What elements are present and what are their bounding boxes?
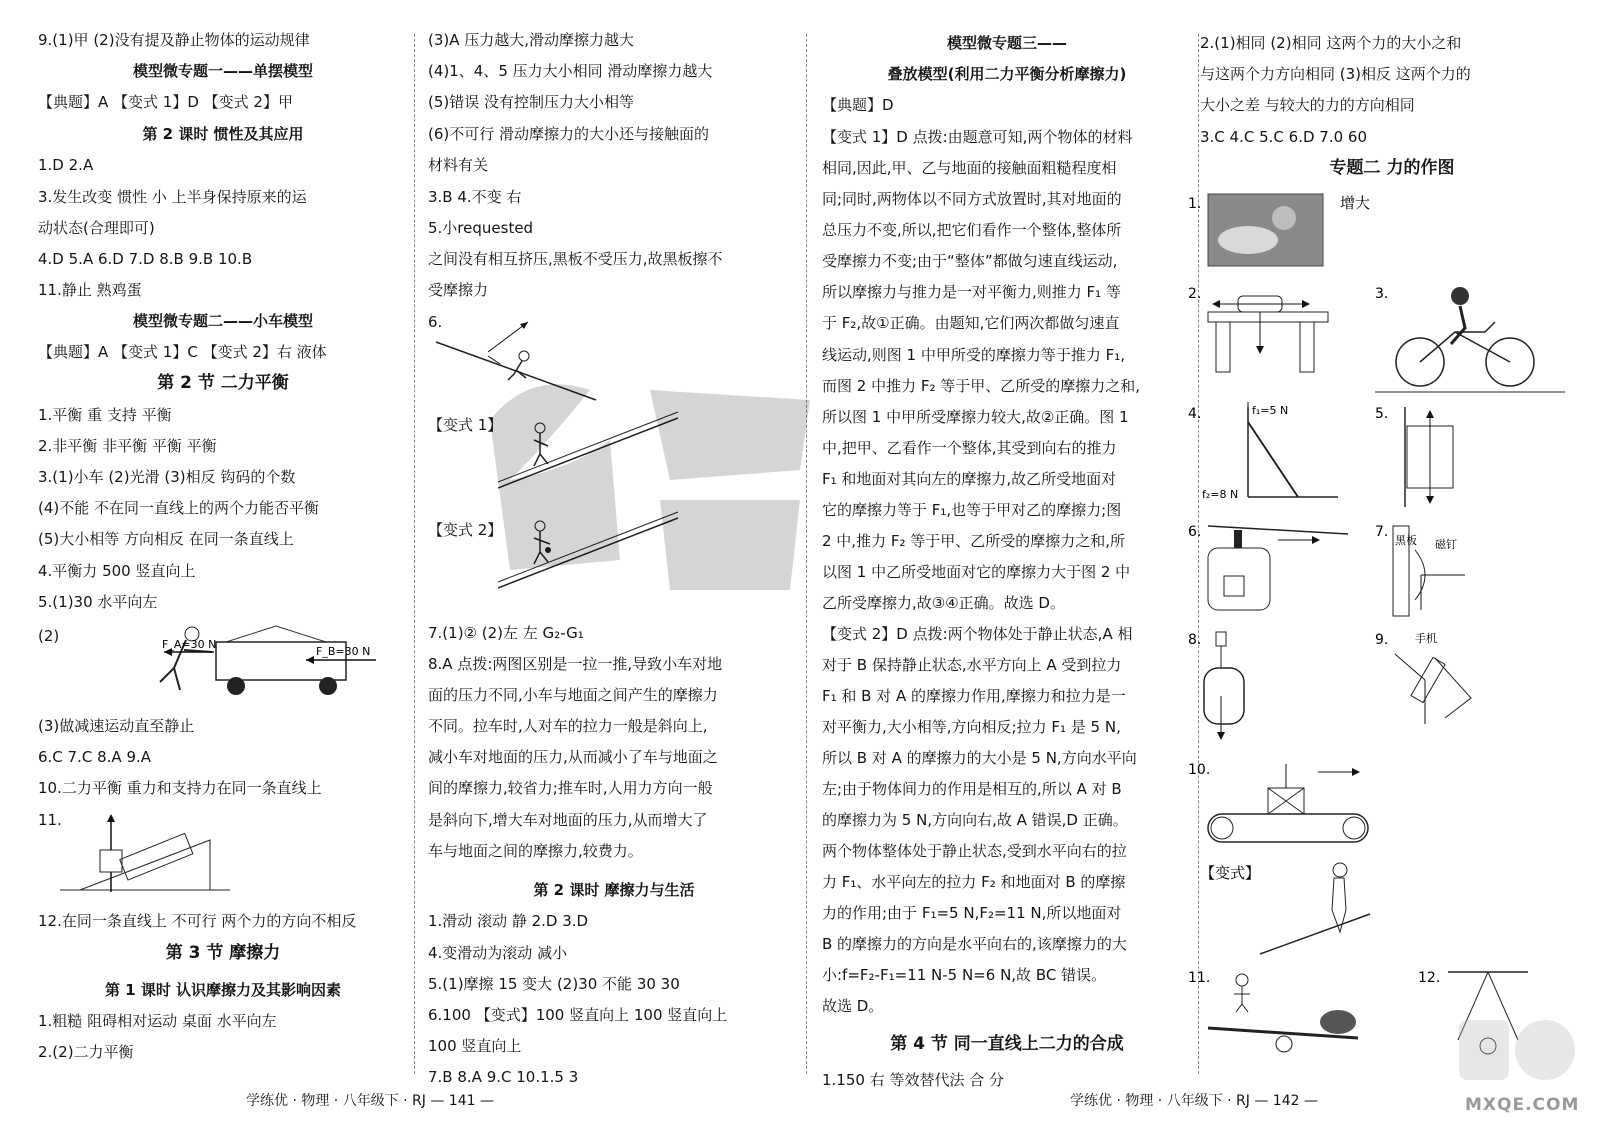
text-line: 6.C 7.C 8.A 9.A (38, 748, 152, 766)
text-line: 5.小requested (428, 219, 534, 237)
text-line: 【变式 1】 (428, 416, 503, 434)
svg-text:增大: 增大 (1340, 194, 1371, 212)
text-line: 材料有关 (428, 156, 489, 174)
svg-text:12.: 12. (1418, 970, 1441, 986)
text-line: 2.(2)二力平衡 (38, 1043, 134, 1061)
text-line: 同;同时,两物体以不同方式放置时,其对地面的 (822, 190, 1122, 208)
text-line: 1.滑动 滚动 静 2.D 3.D (428, 912, 589, 930)
text-line: 左;由于物体间力的作用是相互的,所以 A 对 B (822, 780, 1122, 798)
text-line: 3.(1)小车 (2)光滑 (3)相反 钩码的个数 (38, 468, 296, 486)
svg-text:4.: 4. (1188, 406, 1202, 422)
text-line: 总压力不变,所以,把它们看作一个整体,整体所 (822, 221, 1122, 239)
section-heading: 第 2 课时 惯性及其应用 (142, 125, 304, 143)
section-heading: 叠放模型(利用二力平衡分析摩擦力) (887, 65, 1127, 83)
text-line: 所以 B 对 A 的摩擦力的大小是 5 N,方向水平向 (822, 749, 1137, 767)
figure-5 (1375, 402, 1495, 512)
section-heading: 第 4 节 同一直线上二力的合成 (890, 1034, 1124, 1054)
text-line: 它的摩擦力等于 F₁,也等于甲对乙的摩擦力;图 (822, 501, 1122, 519)
text-line: 车与地面之间的摩擦力,较费力。 (428, 842, 643, 860)
svg-text:1.: 1. (1188, 196, 1202, 212)
column-divider (414, 34, 415, 1074)
text-line: (3)做减速运动直至静止 (38, 717, 195, 735)
section-heading: 模型微专题一——单摆模型 (132, 62, 313, 80)
incline-force-figure (60, 810, 230, 900)
footer-right: 学练优 · 物理 · 八年级下 · RJ — 142 — (1070, 1093, 1318, 1109)
text-line: 100 竖直向上 (428, 1037, 522, 1055)
text-line: 1.D 2.A (38, 156, 94, 174)
text-line: 不同。拉车时,人对车的拉力一般是斜向上, (428, 717, 708, 735)
text-line: 3.发生改变 惯性 小 上半身保持原来的运 (38, 188, 307, 206)
figure-7 (1375, 520, 1495, 630)
text-line: 6. (428, 313, 443, 331)
text-line: 小:f=F₂-F₁=11 N-5 N=6 N,故 BC 错误。 (822, 966, 1107, 984)
svg-text:手机: 手机 (1415, 632, 1437, 645)
svg-text:F_A=30 N: F_A=30 N (162, 638, 217, 651)
text-line: 面的压力不同,小车与地面之间产生的摩擦力 (428, 686, 718, 704)
text-line: 力的作用;由于 F₁=5 N,F₂=11 N,所以地面对 (822, 904, 1122, 922)
text-line: 于 F₂,故①正确。由题知,它们两次都做匀速直 (822, 314, 1120, 332)
text-line: 而图 2 中推力 F₂ 等于甲、乙所受的摩擦力之和, (822, 377, 1141, 395)
text-line: 【典题】D (822, 96, 894, 114)
text-line: 9.(1)甲 (2)没有提及静止物体的运动规律 (38, 31, 310, 49)
svg-text:黑板: 黑板 (1395, 534, 1417, 547)
watermark-text: MXQE.COM (1465, 1095, 1580, 1115)
text-line: 12.在同一条直线上 不可行 两个力的方向不相反 (38, 912, 357, 930)
text-line: 【典题】A 【变式 1】D 【变式 2】甲 (38, 93, 293, 111)
text-line: 是斜向下,增大车对地面的压力,从而增大了 (428, 811, 708, 829)
text-line: (2) (38, 627, 60, 645)
text-line: 5.(1)摩擦 15 变大 (2)30 不能 30 30 (428, 975, 680, 993)
svg-text:10.: 10. (1188, 762, 1211, 778)
text-line: 8.A 点拨:两图区别是一拉一推,导致小车对地 (428, 655, 723, 673)
svg-text:f₂=8 N: f₂=8 N (1202, 488, 1239, 501)
text-line: 减小车对地面的压力,从而减小了车与地面之 (428, 748, 718, 766)
figure-2 (1188, 282, 1348, 382)
text-line: 所以图 1 中甲所受摩擦力较大,故②正确。图 1 (822, 408, 1129, 426)
text-line: 【变式 1】D 点拨:由题意可知,两个物体的材料 (822, 128, 1133, 146)
text-line: 间的摩擦力,较省力;推车时,人用力方向一般 (428, 779, 713, 797)
text-line: 以图 1 中乙所受地面对它的摩擦力大于图 2 中 (822, 563, 1131, 581)
svg-text:【变式】: 【变式】 (1200, 864, 1261, 882)
text-line: 乙所受摩擦力,故③④正确。故选 D。 (822, 594, 1065, 612)
text-line: (4)1、4、5 压力大小相同 滑动摩擦力越大 (428, 62, 713, 80)
text-line: 所以摩擦力与推力是一对平衡力,则推力 F₁ 等 (822, 283, 1121, 301)
text-line: 【典题】A 【变式 1】C 【变式 2】右 液体 (38, 343, 327, 361)
figure-8 (1188, 628, 1328, 753)
svg-text:F_B=30 N: F_B=30 N (316, 645, 371, 658)
svg-text:5.: 5. (1375, 406, 1389, 422)
text-line: 受摩擦力不变;由于“整体”都做匀速直线运动, (822, 252, 1118, 270)
text-line: 1.150 右 等效替代法 合 分 (822, 1071, 1005, 1089)
text-line: F₁ 和地面对其向左的摩擦力,故乙所受地面对 (822, 470, 1117, 488)
text-line: 大小之差 与较大的力的方向相同 (1200, 96, 1415, 114)
section-heading: 模型微专题二——小车模型 (132, 312, 313, 330)
text-line: 6.100 【变式】100 竖直向上 100 竖直向上 (428, 1006, 728, 1024)
section-heading: 第 2 课时 摩擦力与生活 (533, 881, 695, 899)
text-line: 2 中,推力 F₂ 等于甲、乙所受的摩擦力之和,所 (822, 532, 1126, 550)
text-line: B 的摩擦力的方向是水平向右的,该摩擦力的大 (822, 935, 1127, 953)
figure-1 (1188, 192, 1388, 272)
text-line: 的摩擦力为 5 N,方向向右,故 A 错误,D 正确。 (822, 811, 1128, 829)
text-line: 3.B 4.不变 右 (428, 188, 522, 206)
text-line: 3.C 4.C 5.C 6.D 7.0 60 (1200, 128, 1367, 146)
figure-11 (1188, 966, 1378, 1056)
svg-text:7.: 7. (1375, 524, 1389, 540)
section-heading: 第 1 课时 认识摩擦力及其影响因素 (104, 981, 342, 999)
text-line: (6)不可行 滑动摩擦力的大小还与接触面的 (428, 125, 710, 143)
text-line: (3)A 压力越大,滑动摩擦力越大 (428, 31, 635, 49)
text-line: 动状态(合理即可) (38, 219, 155, 237)
svg-text:f₁=5 N: f₁=5 N (1252, 404, 1289, 417)
text-line: F₁ 和 B 对 A 的摩擦力作用,摩擦力和拉力是一 (822, 687, 1126, 705)
text-line: 相同,因此,甲、乙与地面的接触面粗糙程度相 (822, 159, 1117, 177)
text-line: 10.二力平衡 重力和支持力在同一条直线上 (38, 779, 322, 797)
section-heading: 第 2 节 二力平衡 (157, 373, 289, 393)
footer-left: 学练优 · 物理 · 八年级下 · RJ — 141 — (246, 1093, 494, 1109)
text-line: 之间没有相互挤压,黑板不受压力,故黑板擦不 (428, 250, 723, 268)
text-line: 2.非平衡 非平衡 平衡 平衡 (38, 437, 217, 455)
text-line: 与这两个力方向相同 (3)相反 这两个力的 (1200, 65, 1471, 83)
text-line: 7.B 8.A 9.C 10.1.5 3 (428, 1068, 579, 1086)
figure-9 (1375, 628, 1515, 738)
svg-text:6.: 6. (1188, 524, 1202, 540)
section-heading: 模型微专题三—— (946, 34, 1067, 52)
figure-4 (1188, 402, 1358, 512)
svg-text:8.: 8. (1188, 632, 1202, 648)
text-line: (4)不能 不在同一直线上的两个力能否平衡 (38, 499, 320, 517)
cart-push-figure (76, 620, 396, 702)
text-line: 中,把甲、乙看作一个整体,其受到向右的推力 (822, 439, 1117, 457)
svg-text:9.: 9. (1375, 632, 1389, 648)
figure-10 (1188, 758, 1388, 850)
text-line: 【变式 2】D 点拨:两个物体处于静止状态,A 相 (822, 625, 1133, 643)
text-line: 1.粗糙 阻碍相对运动 桌面 水平向左 (38, 1012, 277, 1030)
watermark-logo (470, 360, 830, 620)
text-line: 力 F₁、水平向左的拉力 F₂ 和地面对 B 的摩擦 (822, 873, 1126, 891)
text-line: 受摩擦力 (428, 281, 489, 299)
text-line: 【变式 2】 (428, 521, 503, 539)
text-line: 7.(1)② (2)左 左 G₂-G₁ (428, 624, 584, 642)
text-line: 4.D 5.A 6.D 7.D 8.B 9.B 10.B (38, 250, 253, 268)
text-line: (5)错误 没有控制压力大小相等 (428, 93, 635, 111)
section-heading: 专题二 力的作图 (1329, 158, 1455, 178)
text-line: 11.静止 熟鸡蛋 (38, 281, 142, 299)
text-line: 4.平衡力 500 竖直向上 (38, 562, 196, 580)
text-line: 故选 D。 (822, 997, 884, 1015)
figure-variant (1200, 858, 1380, 958)
section-heading: 第 3 节 摩擦力 (165, 943, 281, 963)
text-line: 对于 B 保持静止状态,水平方向上 A 受到拉力 (822, 656, 1122, 674)
text-line: 5.(1)30 水平向左 (38, 593, 158, 611)
figure-6 (1188, 520, 1368, 620)
text-line: 1.平衡 重 支持 平衡 (38, 406, 172, 424)
figure-3 (1375, 282, 1575, 402)
text-line: 2.(1)相同 (2)相同 这两个力的大小之和 (1200, 34, 1462, 52)
text-line: 两个物体整体处于静止状态,受到水平向右的拉 (822, 842, 1127, 860)
svg-text:磁钉: 磁钉 (1435, 538, 1457, 551)
text-line: 4.变滑动为滚动 减小 (428, 944, 568, 962)
text-line: (5)大小相等 方向相反 在同一条直线上 (38, 530, 294, 548)
svg-text:2.: 2. (1188, 286, 1202, 302)
text-line: 线运动,则图 1 中甲所受的摩擦力等于推力 F₁, (822, 346, 1126, 364)
text-line: 对平衡力,大小相等,方向相反;拉力 F₁ 是 5 N, (822, 718, 1121, 736)
svg-text:11.: 11. (1188, 970, 1211, 986)
svg-text:3.: 3. (1375, 286, 1389, 302)
text-line: 11. (38, 811, 62, 829)
